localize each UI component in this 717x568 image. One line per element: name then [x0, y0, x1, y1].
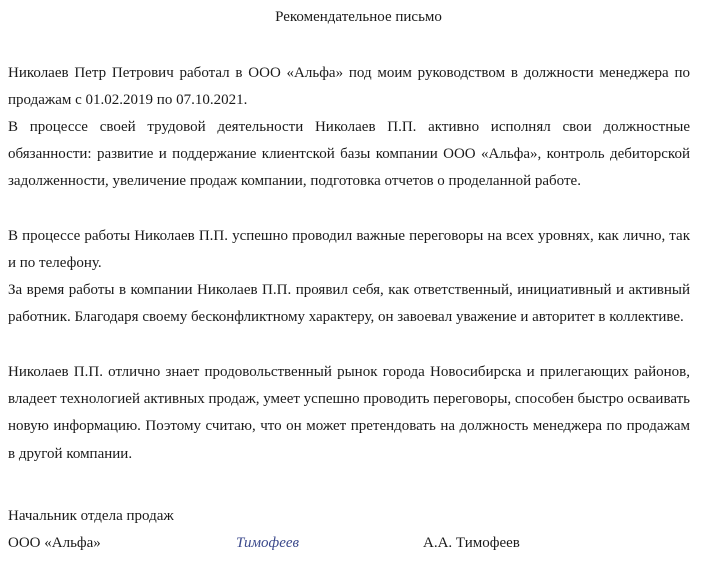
paragraph-negotiations: В процессе работы Николаев П.П. успешно проводил важные переговоры на всех уровнях, как лично, так и по телефону.: [8, 228, 690, 272]
signatory-position: Начальник отдела продаж: [8, 508, 174, 524]
document-title: Рекомендательное письмо: [275, 9, 442, 25]
paragraph-duties: В процессе своей трудовой деятельности Николаев П.П. активно исполнял свои должностные обязанности: развитие и поддержание клиентской базы компании ООО «Альфа», контроль дебиторской задолженности, увеличение продаж компании, подготовка отчетов о проделанной работе.: [8, 119, 690, 190]
paragraph-recommendation: Николаев П.П. отлично знает продовольственный рынок города Новосибирска и прилегающих районов, владеет технологией активных продаж, умеет успешно проводить переговоры, способен быстро осваивать новую информацию. Поэтому считаю, что он может претендовать на должность менеджера по продажам в другой компании.: [8, 364, 690, 462]
handwritten-signature: Тимофеев: [236, 535, 300, 551]
signatory-company: ООО «Альфа»: [8, 535, 101, 551]
paragraph-employment: Николаев Петр Петрович работал в ООО «Альфа» под моим руководством в должности менеджера по продажам с 01.02.2019 по 07.10.2021.: [8, 65, 690, 109]
paragraph-qualities: За время работы в компании Николаев П.П. проявил себя, как ответственный, инициативный и активный работник. Благодаря своему бесконфликтному характеру, он завоевал уважение и авторитет в коллективе.: [8, 282, 690, 326]
signatory-name: А.А. Тимофеев: [423, 535, 520, 551]
